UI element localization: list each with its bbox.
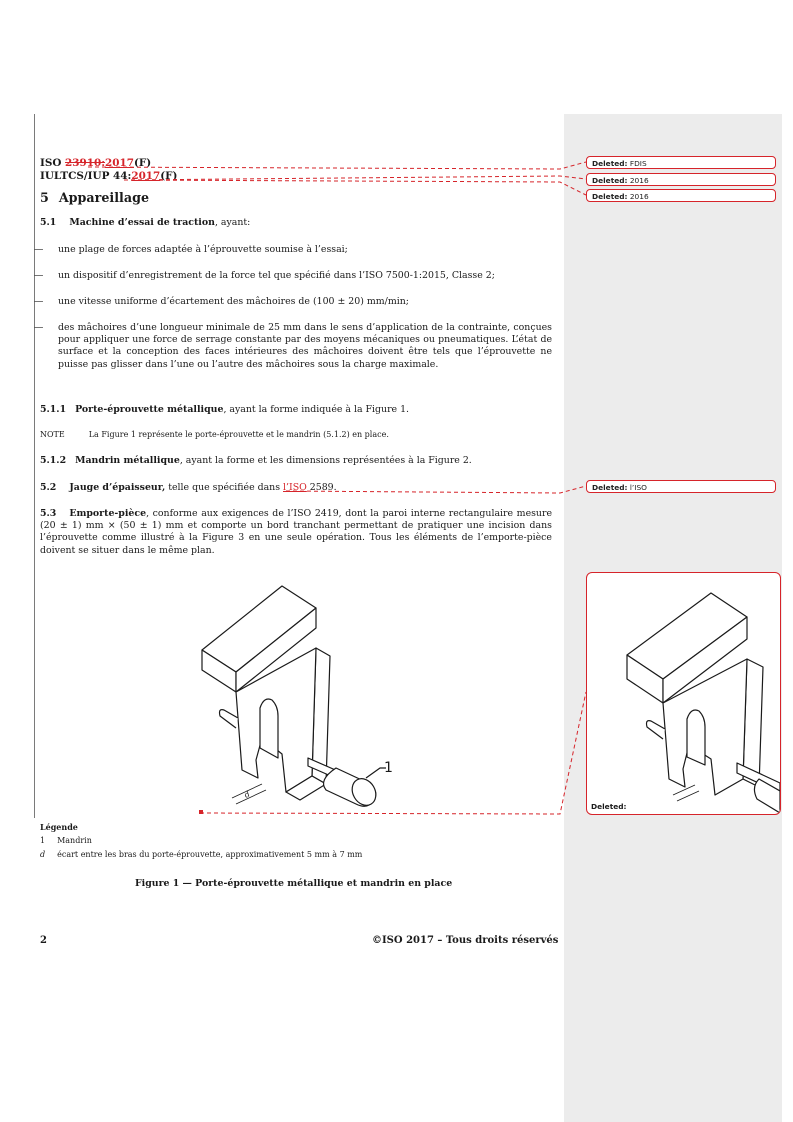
inserted-text[interactable]: l’ISO: [283, 482, 307, 493]
clause-text: , conforme aux exigences de l’ISO 2419, dont la paroi interne rectangulaire mesure (20 ± 1) mm × (50 ± 1) mm et comporte un bord tranchant permettant de pratiquer une incision dans l’éprouvette comme illustré à la Figure 3 en une seule opération. Tous les éléments de l’emporte-pièce doivent se situer dans le même plan.: [40, 508, 552, 556]
header-suffix: (F): [133, 157, 152, 169]
note-text: La Figure 1 représente le porte-éprouvette et le mandrin (5.1.2) en place.: [88, 430, 389, 439]
inserted-year[interactable]: 2017: [131, 170, 161, 182]
header-iultcs-prefix: IULTCS/IUP 44:: [40, 170, 132, 182]
clause-title: Jauge d’épaisseur,: [69, 482, 166, 493]
comment-text: l’ISO: [629, 483, 647, 492]
connector-line: [124, 176, 586, 180]
list-item: un dispositif d’enregistrement de la force tel que spécifié dans l’ISO 7500-1:2015, Classe 2;: [58, 270, 495, 281]
figure-caption: Figure 1 — Porte-éprouvette métallique et mandrin en place: [135, 878, 453, 889]
clause-number: 5.3: [40, 508, 57, 519]
legend-key: d: [40, 850, 46, 859]
clause-title: Machine d’essai de traction: [69, 217, 215, 228]
legend-text: écart entre les bras du porte-éprouvette, approximativement 5 mm à 7 mm: [57, 850, 363, 859]
figure-callout-1: 1: [384, 760, 393, 776]
clause-number: 5.1.2: [40, 455, 67, 466]
deleted-text[interactable]: 23910:: [65, 157, 106, 169]
connector-line: [200, 692, 586, 814]
connector-line: [286, 486, 586, 493]
header-suffix: (F): [160, 170, 178, 182]
section-title: Appareillage: [58, 190, 150, 205]
clause-text: , ayant la forme indiquée à la Figure 1.: [223, 404, 410, 415]
comment-label: Deleted:: [591, 802, 627, 811]
comment-label: Deleted:: [592, 483, 628, 492]
list-dash: —: [34, 322, 44, 333]
anchor-marker: [199, 810, 203, 814]
list-dash: —: [34, 296, 44, 307]
list-dash: —: [34, 270, 44, 281]
list-item: une plage de forces adaptée à l’éprouvette soumise à l’essai;: [58, 244, 348, 255]
connector-line: [88, 162, 586, 169]
comment-label: Deleted:: [592, 192, 628, 201]
list-item: des mâchoires d’une longueur minimale de 25 mm dans le sens d’application de la contrainte, conçues pour appliquer une force de serrage constante par des moyens mécaniques ou pneumatiques. L’état de surface et la conception des faces intérieures des mâchoires doivent être tels que l’éprouvette ne puisse pas glisser dans l’une ou l’autre des mâchoires sous la charge maximale.: [58, 322, 552, 370]
list-dash: —: [34, 244, 44, 255]
clause-title: Porte-éprouvette métallique: [75, 404, 224, 415]
section-number: 5: [40, 190, 49, 205]
clause-text: telle que spécifiée dans: [165, 482, 284, 493]
clause-text: , ayant la forme et les dimensions représentées à la Figure 2.: [179, 455, 472, 466]
inserted-year[interactable]: 2017: [105, 157, 134, 169]
clause-title: Mandrin métallique: [75, 455, 180, 466]
page-number: 2: [40, 935, 47, 946]
clause-number: 5.1: [40, 217, 57, 228]
legend-key: 1: [40, 836, 46, 845]
legend-title: Légende: [40, 822, 78, 832]
clause-title: Emporte-pièce: [69, 508, 147, 519]
comment-label: Deleted:: [592, 176, 628, 185]
comment-label: Deleted:: [592, 159, 628, 168]
clause-text: 2589.: [306, 482, 337, 493]
comment-text: FDIS: [629, 159, 647, 168]
copyright-notice: ©ISO 2017 – Tous droits réservés: [372, 935, 559, 946]
connector-line: [124, 180, 586, 195]
list-item: une vitesse uniforme d’écartement des mâchoires de (100 ± 20) mm/min;: [58, 296, 409, 307]
note-label: NOTE: [40, 430, 65, 439]
clause-text: , ayant:: [214, 217, 251, 228]
comment-text: 2016: [629, 192, 649, 201]
figure-dim-d: d: [242, 789, 252, 800]
comment-text: 2016: [629, 176, 649, 185]
header-iso-prefix: ISO: [40, 157, 66, 169]
clause-number: 5.1.1: [40, 404, 67, 415]
clause-number: 5.2: [40, 482, 57, 493]
legend-text: Mandrin: [57, 836, 92, 845]
